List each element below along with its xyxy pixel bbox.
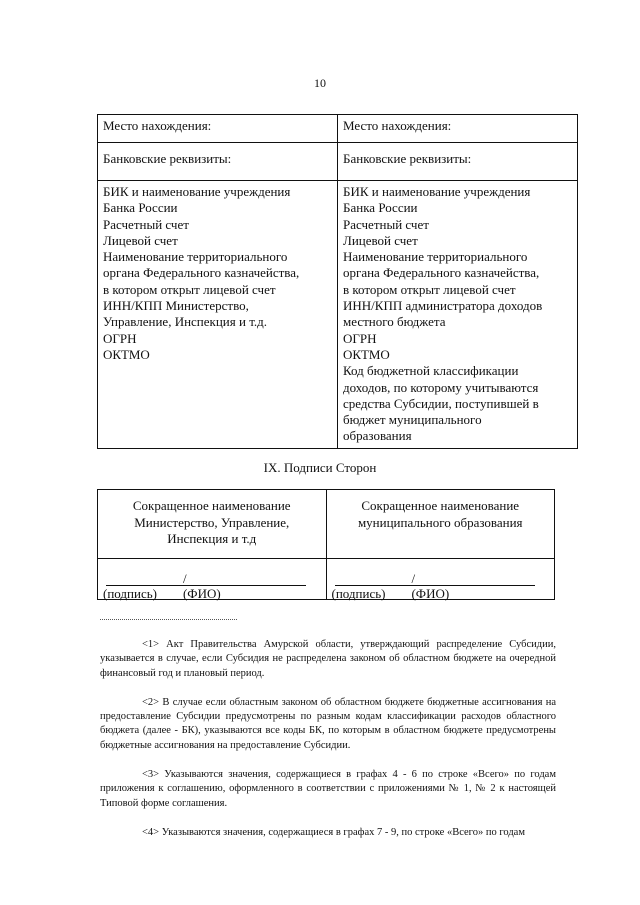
footnote-4: <4> Указываются значения, содержащиеся в графах 7 - 9, по строке «Всего» по годам (142, 826, 525, 838)
party-details-table (97, 114, 578, 449)
page-number: 10 (314, 76, 326, 90)
footnote-separator (100, 619, 237, 620)
requisite-line: Управление, Инспекция и т.д. (103, 314, 268, 330)
signature-line (106, 573, 306, 586)
signature-separator: / (183, 571, 187, 586)
signature-separator: / (411, 571, 416, 586)
footnote-1: <1> Акт Правительства Амурской области, утверждающий распределение Субсидии, указывается в случае, если Субсидия не распределена законом об областном бюджете на очередной финансовый год и плановый период. (100, 639, 556, 679)
requisite-line: органа Федерального казначейства, (103, 265, 300, 281)
requisite-line: ОГРН (103, 330, 137, 346)
requisite-line: ИНН/КПП администратора доходов (343, 298, 543, 314)
requisite-line: Наименование территориального (343, 249, 528, 265)
signature-labels (103, 586, 221, 602)
party-name-left (98, 490, 327, 559)
location-label-left: Место нахождения: (98, 115, 338, 143)
requisite-line: ОКТМО (103, 346, 150, 362)
requisite-line: органа Федерального казначейства, (343, 265, 540, 281)
bank-details-label-right: Банковские реквизиты: (338, 143, 578, 181)
party-name-line: Сокращенное наименование (361, 498, 520, 513)
party-name-line: Инспекция и т.д (167, 531, 257, 546)
requisite-line: образования (343, 428, 412, 444)
location-label-right: Место нахождения: (338, 115, 578, 143)
requisite-line: Лицевой счет (103, 232, 178, 248)
requisite-line: Код бюджетной классификации (343, 363, 519, 379)
requisite-line: ИНН/КПП Министерство, (103, 298, 249, 314)
signature-field-right (326, 559, 555, 600)
signature-label: (подпись) (103, 586, 157, 601)
footnote-3: <3> Указываются значения, содержащиеся в графах 4 - 6 по строке «Всего» по годам приложения к соглашению, оформленного в соответствии с приложениями № 1, № 2 к настоящей Типовой форме соглашения. (100, 769, 556, 809)
requisite-line: Банка России (103, 200, 178, 216)
requisite-line: ОКТМО (343, 346, 390, 362)
footnotes (100, 638, 556, 855)
requisite-line: бюджет муниципального (343, 412, 482, 428)
requisite-line: ОГРН (343, 330, 377, 346)
signature-label: (подпись) (331, 586, 386, 601)
full-name-label: (ФИО) (182, 586, 221, 601)
requisite-line: Лицевой счет (343, 232, 418, 248)
requisite-line: Расчетный счет (343, 216, 429, 232)
requisites-list-left (98, 181, 338, 449)
requisite-line: Наименование территориального (103, 249, 288, 265)
requisites-list-right (338, 181, 578, 449)
footnote-2: <2> В случае если областным законом об областном бюджете бюджетные ассигнования на предоставление Субсидии предусмотрены по разным кодам классификации расходов областного бюджета (далее - БК), указываются все коды БК, по которым в областном бюджете предусмотрены бюджетные ассигнования на предоставление Субсидии. (100, 696, 556, 751)
requisite-line: доходов, по которому учитываются (343, 379, 539, 395)
requisite-line: в котором открыт лицевой счет (103, 281, 276, 297)
party-name-right (326, 490, 555, 559)
requisite-line: Расчетный счет (103, 216, 189, 232)
full-name-label: (ФИО) (411, 586, 450, 601)
signature-field-left (98, 559, 327, 600)
requisite-line: БИК и наименование учреждения (343, 184, 531, 199)
requisite-line: БИК и наименование учреждения (103, 184, 291, 199)
requisite-line: средства Субсидии, поступившей в (343, 395, 539, 411)
bank-details-label-left: Банковские реквизиты: (98, 143, 338, 181)
requisite-line: Банка России (343, 200, 418, 216)
party-name-line: Сокращенное наименование (132, 498, 291, 513)
signature-line (335, 573, 535, 586)
requisite-line: местного бюджета (343, 314, 446, 330)
requisite-line: в котором открыт лицевой счет (343, 281, 516, 297)
party-name-line: муниципального образования (357, 514, 523, 530)
signature-labels (332, 586, 450, 602)
section-heading: IX. Подписи Сторон (263, 460, 377, 475)
signature-table (97, 489, 555, 600)
party-name-line: Министерство, Управление, (134, 514, 290, 530)
